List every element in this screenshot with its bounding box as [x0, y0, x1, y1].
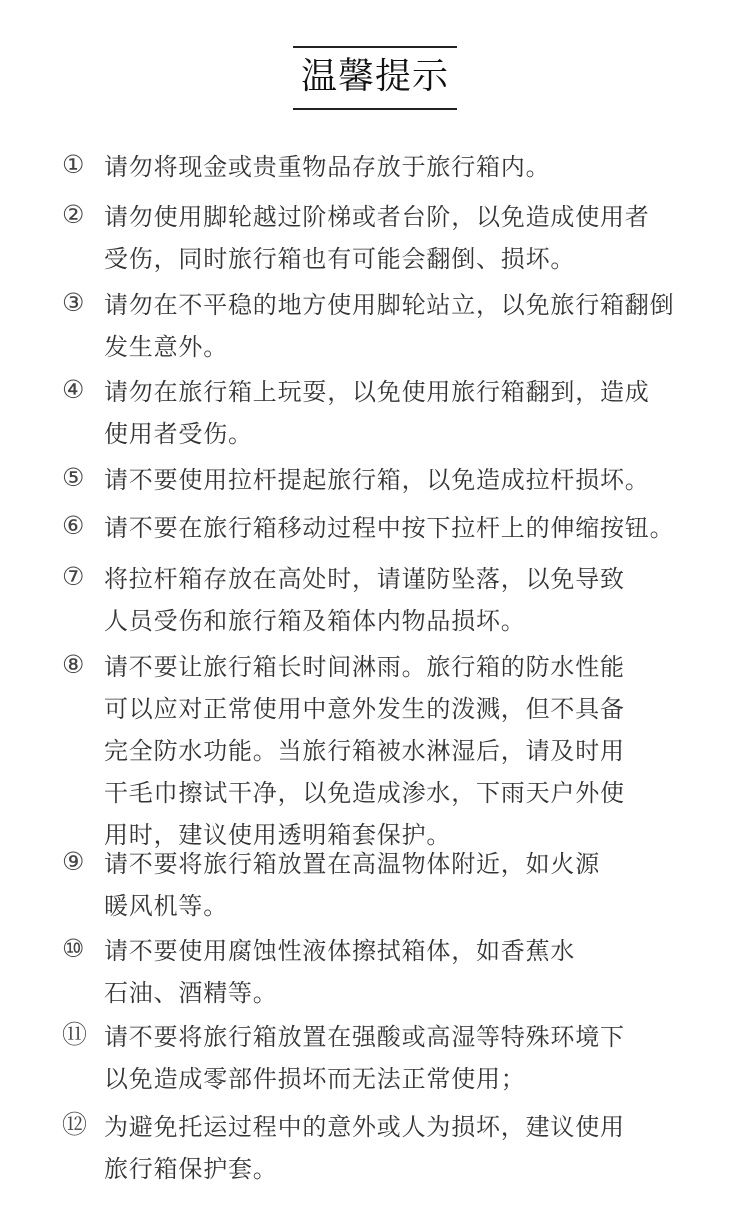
- list-item: [62, 507, 720, 549]
- list-item: [62, 459, 720, 501]
- item-text: [94, 1016, 625, 1100]
- item-number: ⑤: [62, 463, 85, 492]
- item-line: 使用者受伤。: [104, 420, 253, 448]
- item-line: 请不要让旅行箱长时间淋雨。旅行箱的防水性能: [104, 653, 625, 681]
- item-number: ⑩: [62, 934, 85, 963]
- item-text: [94, 558, 625, 642]
- item-text: [94, 459, 650, 501]
- item-line: 为避免托运过程中的意外或人为损坏，建议使用: [104, 1113, 625, 1141]
- item-text: [94, 646, 625, 856]
- item-text: [94, 284, 674, 368]
- list-item: [62, 1016, 720, 1100]
- item-line: 用时，建议使用透明箱套保护。: [104, 821, 452, 849]
- item-line: 请不要使用腐蚀性液体擦拭箱体，如香蕉水: [104, 937, 576, 965]
- item-line: 石油、酒精等。: [104, 979, 278, 1007]
- item-number: ⑫: [62, 1110, 88, 1139]
- item-line: 将拉杆箱存放在高处时，请谨防坠落，以免导致: [104, 565, 625, 593]
- page-title: 温馨提示: [300, 56, 449, 97]
- item-line: 请不要在旅行箱移动过程中按下拉杆上的伸缩按钮。: [104, 514, 675, 542]
- item-text: [94, 196, 650, 280]
- list-item: [62, 284, 720, 368]
- item-text: [94, 146, 550, 188]
- item-line: 请勿在不平稳的地方使用脚轮站立，以免旅行箱翻倒: [104, 291, 675, 319]
- item-number: ⑧: [62, 650, 85, 679]
- item-line: 请勿使用脚轮越过阶梯或者台阶，以免造成使用者: [104, 203, 650, 231]
- item-line: 人员受伤和旅行箱及箱体内物品损坏。: [104, 607, 526, 635]
- item-line: 可以应对正常使用中意外发生的泼溅，但不具备: [104, 695, 625, 723]
- title-block: [0, 46, 750, 110]
- item-number: ⑦: [62, 562, 85, 591]
- item-line: 发生意外。: [104, 333, 228, 361]
- item-number: ①: [62, 150, 85, 179]
- list-item: [62, 371, 720, 455]
- list-item: [62, 146, 720, 188]
- item-text: [94, 507, 674, 549]
- title-box: [293, 46, 457, 110]
- item-number: ②: [62, 200, 85, 229]
- item-text: [94, 1106, 625, 1190]
- list-item: [62, 843, 720, 927]
- list-item: [62, 1106, 720, 1190]
- item-number: ④: [62, 375, 85, 404]
- item-line: 请勿在旅行箱上玩耍，以免使用旅行箱翻到，造成: [104, 378, 650, 406]
- item-number: ⑪: [62, 1020, 88, 1049]
- item-line: 请不要将旅行箱放置在强酸或高湿等特殊环境下: [104, 1023, 625, 1051]
- item-line: 请勿将现金或贵重物品存放于旅行箱内。: [104, 153, 551, 181]
- item-number: ⑨: [62, 847, 85, 876]
- item-line: 旅行箱保护套。: [104, 1155, 278, 1183]
- item-number: ⑥: [62, 511, 85, 540]
- item-text: [94, 371, 650, 455]
- list-item: [62, 930, 720, 1014]
- item-line: 暖风机等。: [104, 892, 228, 920]
- item-line: 干毛巾擦试干净，以免造成渗水，下雨天户外使: [104, 779, 625, 807]
- item-number: ③: [62, 288, 85, 317]
- item-line: 以免造成零部件损坏而无法正常使用；: [104, 1065, 526, 1093]
- list-item: [62, 558, 720, 642]
- item-text: [94, 843, 600, 927]
- item-line: 完全防水功能。当旅行箱被水淋湿后，请及时用: [104, 737, 625, 765]
- item-text: [94, 930, 575, 1014]
- item-line: 请不要使用拉杆提起旅行箱，以免造成拉杆损坏。: [104, 466, 650, 494]
- item-line: 受伤，同时旅行箱也有可能会翻倒、损坏。: [104, 245, 576, 273]
- list-item: [62, 646, 720, 856]
- item-line: 请不要将旅行箱放置在高温物体附近，如火源: [104, 850, 600, 878]
- list-item: [62, 196, 720, 280]
